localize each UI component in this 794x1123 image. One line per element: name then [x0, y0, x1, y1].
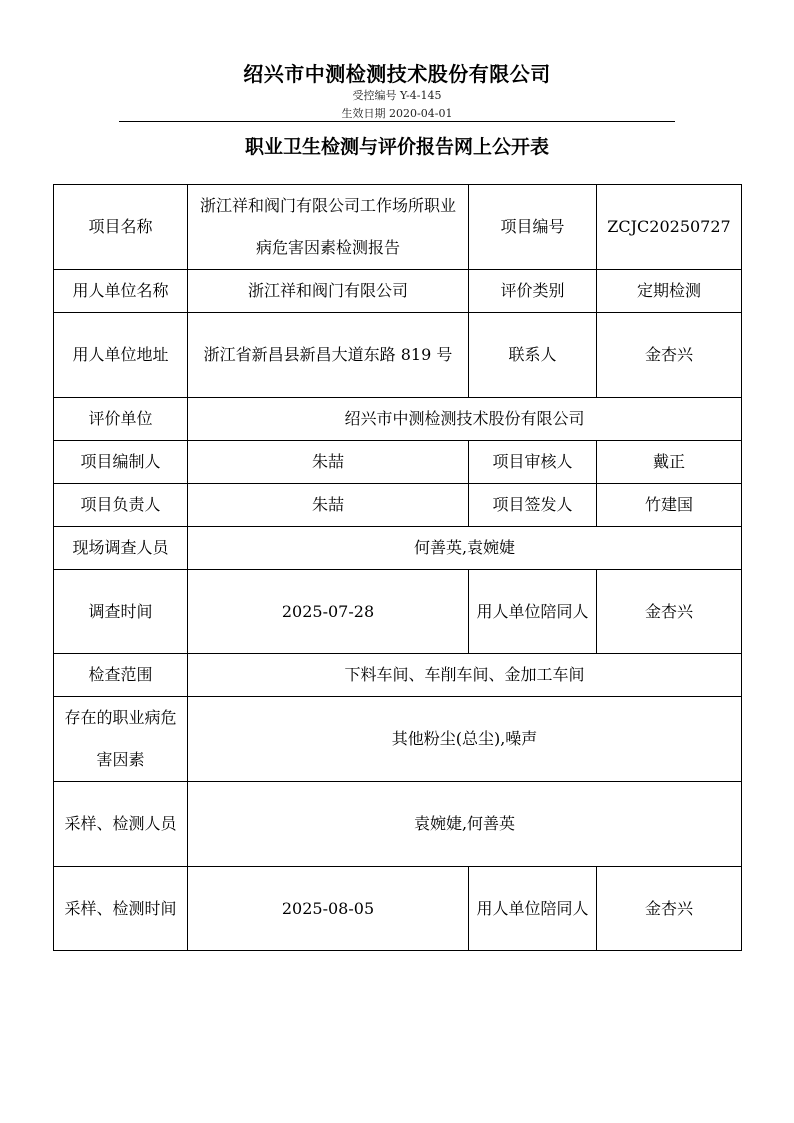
- row-scope: [54, 654, 742, 697]
- header-divider: [119, 121, 675, 122]
- row-employer: [54, 270, 742, 313]
- evaluation-unit-value: 绍兴市中测检测技术股份有限公司: [188, 398, 742, 441]
- company-name: 绍兴市中测检测技术股份有限公司: [243, 62, 551, 86]
- hazards-label: 存在的职业病危害因素: [54, 697, 188, 782]
- employer-label: 用人单位名称: [54, 270, 188, 313]
- evaluation-type-label: 评价类别: [469, 270, 597, 313]
- evaluation-unit-label: 评价单位: [54, 398, 188, 441]
- row-hazards: [54, 697, 742, 782]
- row-samplers: [54, 782, 742, 867]
- project-number-value: ZCJC20250727: [597, 185, 742, 270]
- survey-escort-label: 用人单位陪同人: [469, 570, 597, 654]
- control-number: 受控编号 Y-4-145: [352, 89, 442, 102]
- project-name-label: 项目名称: [54, 185, 188, 270]
- survey-time-value: 2025-07-28: [188, 570, 469, 654]
- effective-date: 生效日期 2020-04-01: [341, 107, 453, 120]
- row-survey-time: [54, 570, 742, 654]
- report-info-table: [53, 184, 742, 951]
- sampling-time-label: 采样、检测时间: [54, 867, 188, 951]
- investigators-label: 现场调查人员: [54, 527, 188, 570]
- reviewer-value: 戴正: [597, 441, 742, 484]
- contact-label: 联系人: [469, 313, 597, 398]
- compiler-value: 朱喆: [188, 441, 469, 484]
- reviewer-label: 项目审核人: [469, 441, 597, 484]
- issuer-label: 项目签发人: [469, 484, 597, 527]
- row-investigators: [54, 527, 742, 570]
- compiler-label: 项目编制人: [54, 441, 188, 484]
- leader-value: 朱喆: [188, 484, 469, 527]
- row-compiler: [54, 441, 742, 484]
- row-sampling-time: [54, 867, 742, 951]
- row-leader: [54, 484, 742, 527]
- survey-escort-value: 金杏兴: [597, 570, 742, 654]
- issuer-value: 竹建国: [597, 484, 742, 527]
- project-number-label: 项目编号: [469, 185, 597, 270]
- samplers-value: 袁婉婕,何善英: [188, 782, 742, 867]
- scope-label: 检查范围: [54, 654, 188, 697]
- sampling-escort-value: 金杏兴: [597, 867, 742, 951]
- address-label: 用人单位地址: [54, 313, 188, 398]
- evaluation-type-value: 定期检测: [597, 270, 742, 313]
- survey-time-label: 调查时间: [54, 570, 188, 654]
- contact-value: 金杏兴: [597, 313, 742, 398]
- hazards-value: 其他粉尘(总尘),噪声: [188, 697, 742, 782]
- address-value: 浙江省新昌县新昌大道东路 819 号: [188, 313, 469, 398]
- project-name-value: 浙江祥和阀门有限公司工作场所职业病危害因素检测报告: [188, 185, 469, 270]
- investigators-value: 何善英,袁婉婕: [188, 527, 742, 570]
- row-project: [54, 185, 742, 270]
- employer-value: 浙江祥和阀门有限公司: [188, 270, 469, 313]
- row-evaluation-unit: [54, 398, 742, 441]
- leader-label: 项目负责人: [54, 484, 188, 527]
- sampling-time-value: 2025-08-05: [188, 867, 469, 951]
- sampling-escort-label: 用人单位陪同人: [469, 867, 597, 951]
- document-title: 职业卫生检测与评价报告网上公开表: [244, 136, 549, 158]
- scope-value: 下料车间、车削车间、金加工车间: [188, 654, 742, 697]
- samplers-label: 采样、检测人员: [54, 782, 188, 867]
- row-address: [54, 313, 742, 398]
